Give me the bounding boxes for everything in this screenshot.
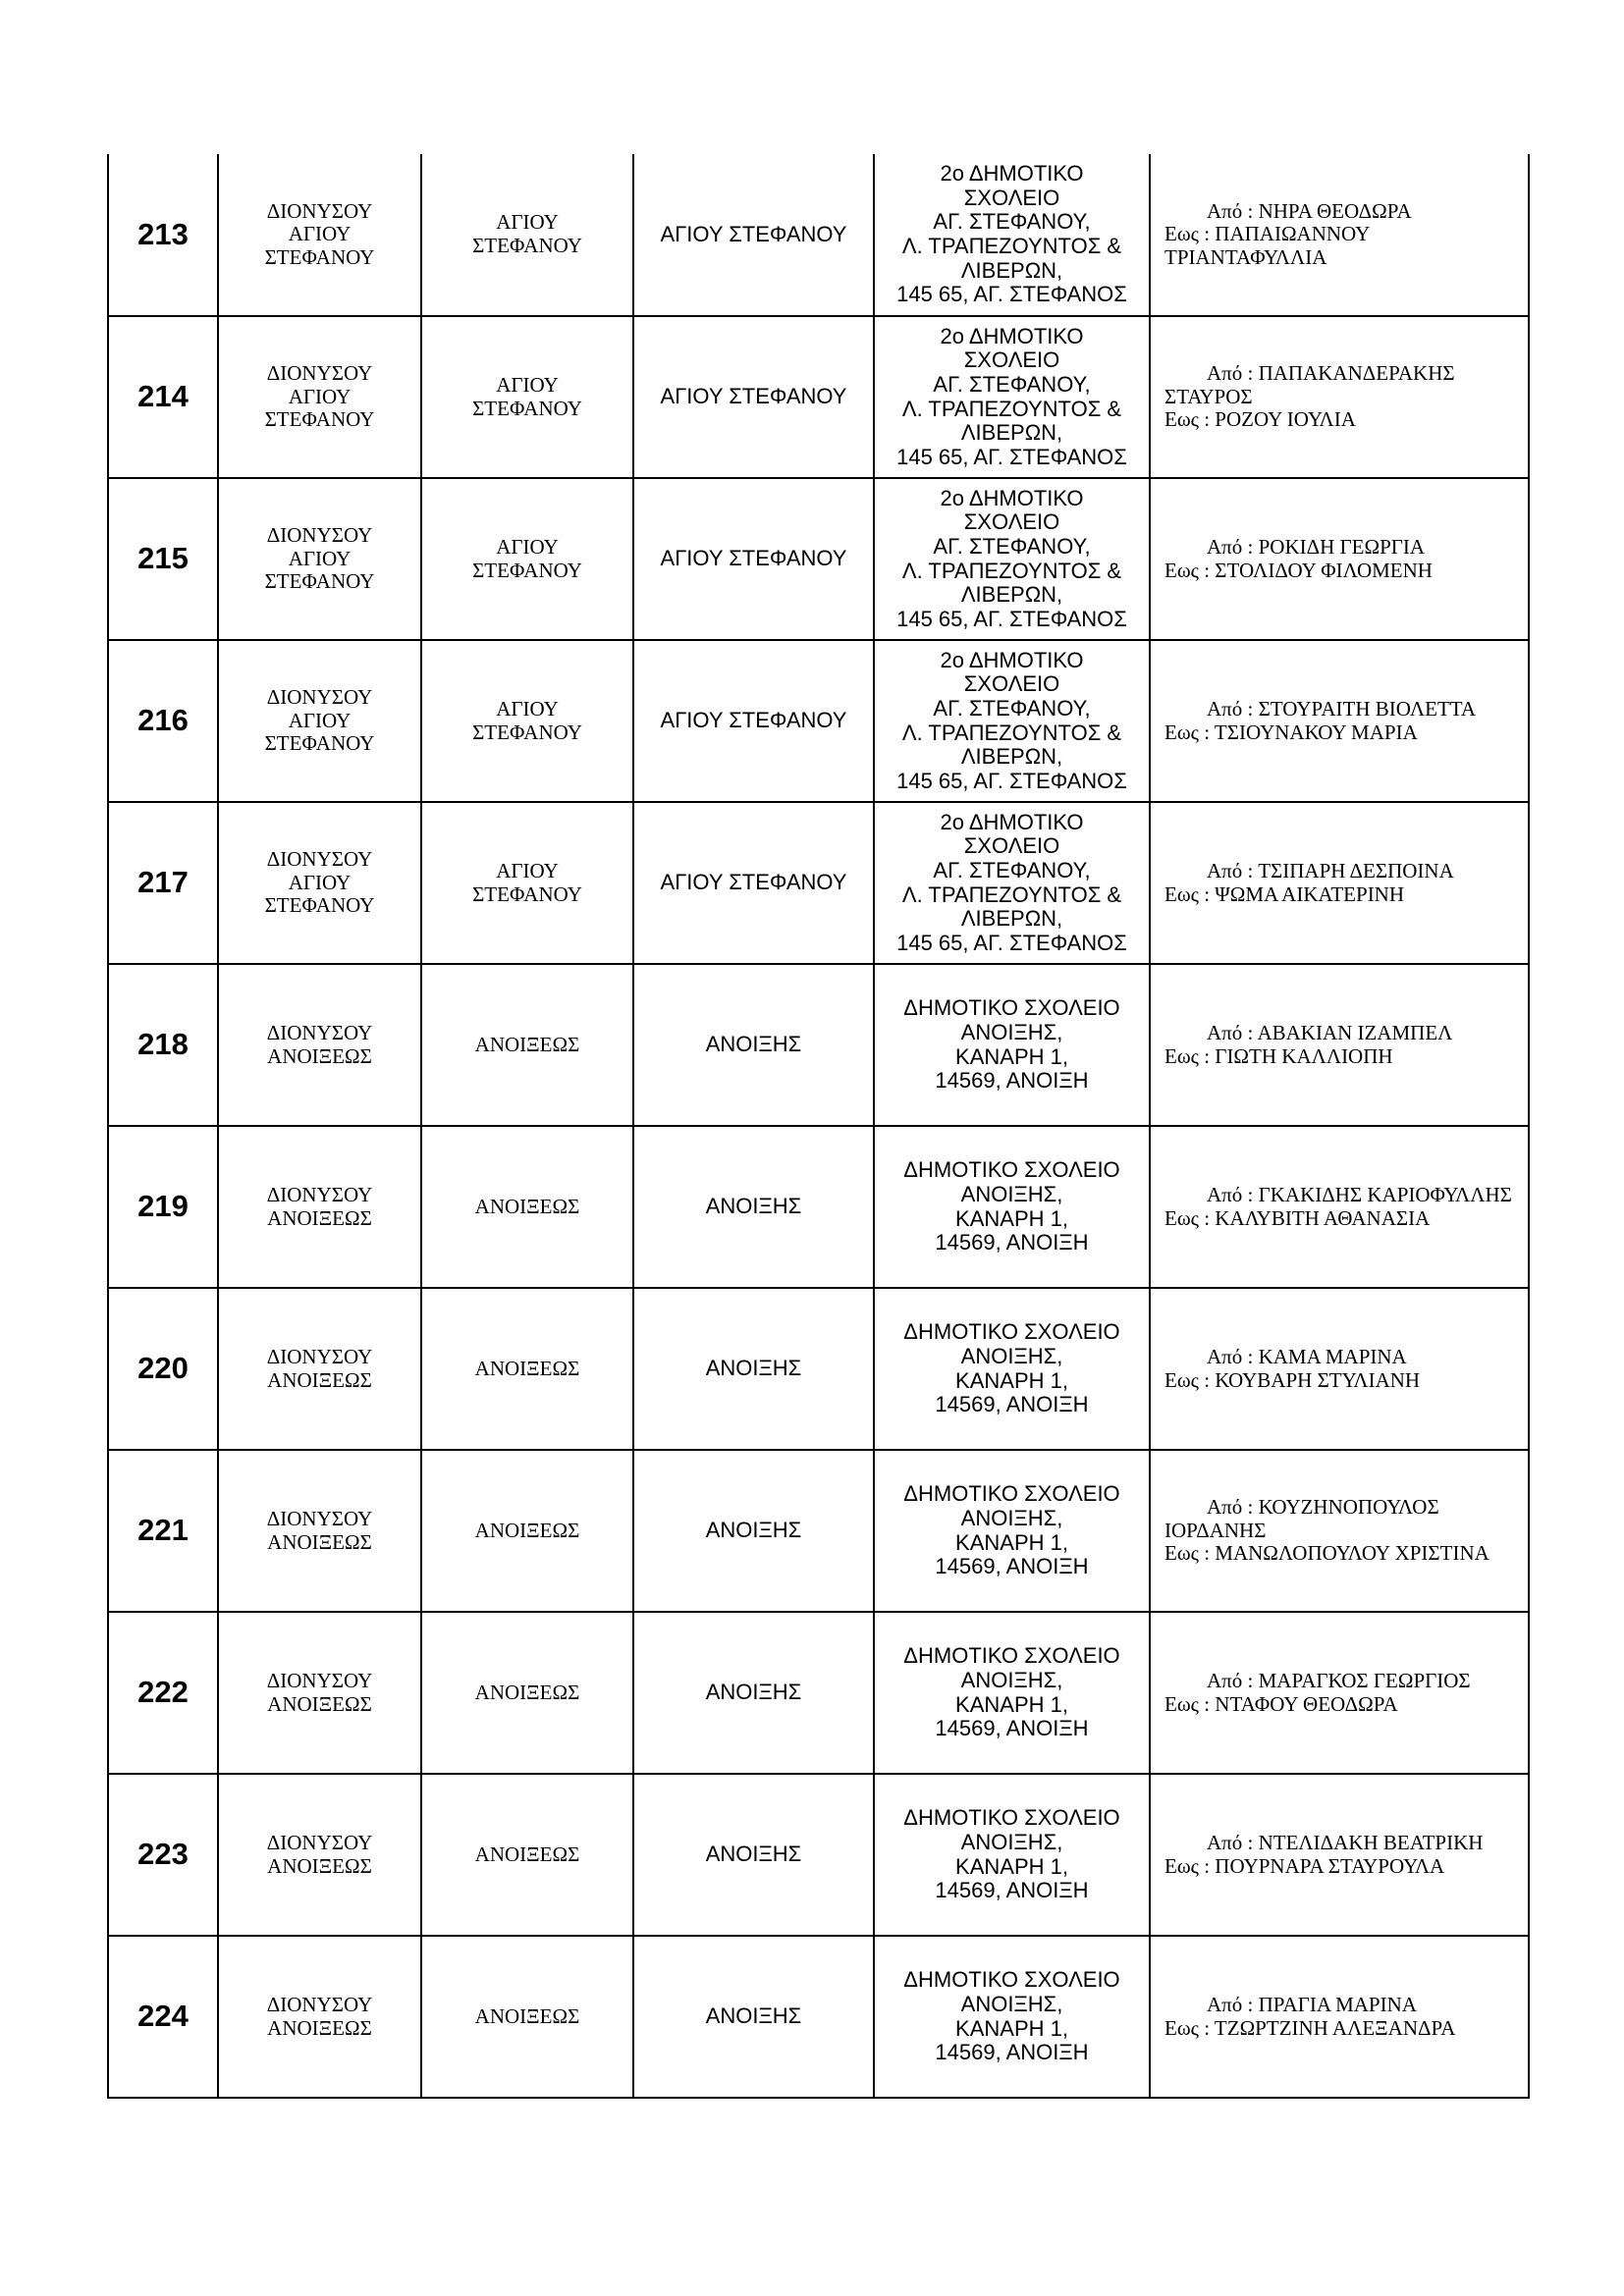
cell-line: ΑΝΟΙΞΕΩΣ — [267, 1529, 372, 1554]
table-row — [108, 1450, 1529, 1612]
cell-line: ΑΝΟΙΞΕΩΣ — [474, 2003, 580, 2028]
district-cell — [421, 1126, 633, 1288]
cell-line: ΚΑΝΑΡΗ 1, — [955, 2015, 1068, 2041]
cell-line: 145 65, ΑΓ. ΣΤΕΦΑΝΟΣ — [896, 930, 1127, 955]
range-to: Εως : ΠΟΥΡΝΑΡΑ ΣΤΑΥΡΟΥΛΑ — [1164, 1853, 1445, 1878]
cell-line: 14569, ΑΝΟΙΞΗ — [935, 1230, 1089, 1255]
cell-line: ΣΤΕΦΑΝΟΥ — [472, 881, 582, 906]
cell-line: ΑΓΙΟΥ — [496, 210, 559, 235]
cell-line: 145 65, ΑΓ. ΣΤΕΦΑΝΟΣ — [896, 282, 1127, 307]
range-from: Από : ΓΚΑΚΙΔΗΣ ΚΑΡΙΟΦΥΛΛΗΣ — [1207, 1182, 1512, 1206]
table-row — [108, 1774, 1529, 1936]
municipality-cell — [218, 1936, 421, 2098]
area-cell: ΑΓΙΟΥ ΣΤΕΦΑΝΟΥ — [633, 316, 874, 478]
station-number: 214 — [108, 316, 218, 478]
cell-line: ΚΑΝΑΡΗ 1, — [955, 1367, 1068, 1393]
cell-line: Λ. ΤΡΑΠΕΖΟΥΝΤΟΣ & — [901, 881, 1122, 907]
school-address-cell — [874, 1288, 1150, 1450]
cell-line: ΣΤΕΦΑΝΟΥ — [472, 558, 582, 582]
range-from: Από : ΝΤΕΛΙΔΑΚΗ ΒΕΑΤΡΙΚΗ — [1207, 1830, 1484, 1854]
school-address-cell — [874, 964, 1150, 1126]
district-cell — [421, 1288, 633, 1450]
district-cell — [421, 316, 633, 478]
surname-range-cell — [1150, 1126, 1529, 1288]
cell-line: ΔΙΟΝΥΣΟΥ — [266, 1182, 373, 1206]
station-number: 224 — [108, 1936, 218, 2098]
station-number: 217 — [108, 802, 218, 964]
cell-line: ΔΙΟΝΥΣΟΥ — [266, 1506, 373, 1530]
cell-line: ΑΓ. ΣΤΕΦΑΝΟΥ, — [933, 209, 1091, 235]
range-to: Εως : ΚΑΛΥΒΙΤΗ ΑΘΑΝΑΣΙΑ — [1164, 1205, 1431, 1230]
station-number: 213 — [108, 154, 218, 316]
surname-range-cell — [1150, 640, 1529, 802]
cell-line: Λ. ΤΡΑΠΕΖΟΥΝΤΟΣ & — [901, 558, 1122, 583]
surname-range-cell — [1150, 1936, 1529, 2098]
range-from: Από : ΠΡΑΓΙΑ ΜΑΡΙΝΑ — [1207, 1992, 1417, 2016]
cell-line: ΑΝΟΙΞΗΣ, — [960, 1019, 1063, 1044]
cell-line: ΑΝΟΙΞΕΩΣ — [267, 1367, 372, 1392]
surname-range-cell — [1150, 964, 1529, 1126]
municipality-cell — [218, 1774, 421, 1936]
cell-line: ΣΧΟΛΕΙΟ — [963, 347, 1060, 373]
range-to: Εως : ΝΤΑΦΟΥ ΘΕΟΔΩΡΑ — [1164, 1691, 1398, 1716]
table-row — [108, 316, 1529, 478]
municipality-cell — [218, 316, 421, 478]
range-from: Από : ΡΟΚΙΔΗ ΓΕΩΡΓΙΑ — [1207, 534, 1426, 559]
cell-line: ΑΝΟΙΞΗΣ, — [960, 1505, 1063, 1530]
station-number: 218 — [108, 964, 218, 1126]
range-to: Εως : ΤΣΙΟΥΝΑΚΟΥ ΜΑΡΙΑ — [1164, 720, 1418, 744]
cell-line: ΑΝΟΙΞΕΩΣ — [474, 1356, 580, 1380]
cell-line: ΚΑΝΑΡΗ 1, — [955, 1529, 1068, 1555]
cell-line: ΑΓΙΟΥ — [288, 384, 352, 408]
district-cell — [421, 478, 633, 640]
cell-line: 145 65, ΑΓ. ΣΤΕΦΑΝΟΣ — [896, 444, 1127, 469]
cell-line: ΑΓ. ΣΤΕΦΑΝΟΥ, — [933, 371, 1091, 397]
cell-line: ΑΝΟΙΞΕΩΣ — [474, 1518, 580, 1542]
range-from: Από : ΚΑΜΑ ΜΑΡΙΝΑ — [1207, 1344, 1407, 1368]
municipality-cell — [218, 154, 421, 316]
cell-line: ΣΤΕΦΑΝΟΥ — [264, 407, 375, 432]
cell-line: 14569, ΑΝΟΙΞΗ — [935, 1878, 1089, 1903]
range-from: Από : ΠΑΠΑΚΑΝΔΕΡΑΚΗΣ ΣΤΑΥΡΟΣ — [1164, 361, 1455, 408]
station-number: 219 — [108, 1126, 218, 1288]
table-row — [108, 1936, 1529, 2098]
surname-range-cell — [1150, 316, 1529, 478]
municipality-cell — [218, 802, 421, 964]
surname-range-cell — [1150, 154, 1529, 316]
cell-line: ΑΝΟΙΞΕΩΣ — [474, 1194, 580, 1218]
cell-line: ΑΝΟΙΞΕΩΣ — [267, 1043, 372, 1068]
district-cell — [421, 964, 633, 1126]
range-to: Εως : ΠΑΠΑΙΩΑΝΝΟΥ ΤΡΙΑΝΤΑΦΥΛΛΙΑ — [1164, 222, 1370, 269]
cell-line: ΛΙΒΕΡΩΝ, — [960, 582, 1063, 608]
cell-line: 2ο ΔΗΜΟΤΙΚΟ — [940, 809, 1084, 834]
surname-range-cell — [1150, 478, 1529, 640]
surname-range-cell — [1150, 1612, 1529, 1774]
cell-line: ΣΤΕΦΑΝΟΥ — [264, 731, 375, 756]
cell-line: Λ. ΤΡΑΠΕΖΟΥΝΤΟΣ & — [901, 720, 1122, 745]
cell-line: ΑΓΙΟΥ — [496, 858, 559, 882]
cell-line: ΔΗΜΟΤΙΚΟ ΣΧΟΛΕΙΟ — [903, 1967, 1120, 1993]
cell-line: ΣΧΟΛΕΙΟ — [963, 671, 1060, 697]
cell-line: ΑΓΙΟΥ — [288, 708, 352, 732]
station-number: 223 — [108, 1774, 218, 1936]
polling-stations-table — [107, 154, 1530, 2099]
area-cell: ΑΝΟΙΞΗΣ — [633, 964, 874, 1126]
district-cell — [421, 1612, 633, 1774]
cell-line: ΣΤΕΦΑΝΟΥ — [472, 396, 582, 420]
area-cell: ΑΝΟΙΞΗΣ — [633, 1288, 874, 1450]
cell-line: ΛΙΒΕΡΩΝ, — [960, 744, 1063, 770]
cell-line: ΔΙΟΝΥΣΟΥ — [266, 1992, 373, 2016]
area-cell: ΑΝΟΙΞΗΣ — [633, 1774, 874, 1936]
cell-line: ΑΝΟΙΞΕΩΣ — [474, 1842, 580, 1866]
cell-line: Λ. ΤΡΑΠΕΖΟΥΝΤΟΣ & — [901, 234, 1122, 258]
range-from: Από : ΑΒΑΚΙΑΝ ΙΖΑΜΠΕΛ — [1207, 1020, 1453, 1044]
cell-line: ΔΗΜΟΤΙΚΟ ΣΧΟΛΕΙΟ — [903, 995, 1120, 1021]
table-row — [108, 478, 1529, 640]
municipality-cell — [218, 1450, 421, 1612]
district-cell — [421, 640, 633, 802]
cell-line: ΑΝΟΙΞΗΣ, — [960, 1181, 1063, 1206]
cell-line: 2ο ΔΗΜΟΤΙΚΟ — [940, 647, 1084, 672]
cell-line: Λ. ΤΡΑΠΕΖΟΥΝΤΟΣ & — [901, 396, 1122, 421]
cell-line: 14569, ΑΝΟΙΞΗ — [935, 1068, 1089, 1094]
table-row — [108, 802, 1529, 964]
cell-line: ΑΓΙΟΥ — [288, 546, 352, 570]
cell-line: ΔΗΜΟΤΙΚΟ ΣΧΟΛΕΙΟ — [903, 1805, 1120, 1831]
cell-line: ΚΑΝΑΡΗ 1, — [955, 1205, 1068, 1231]
municipality-cell — [218, 1612, 421, 1774]
cell-line: ΑΝΟΙΞΗΣ, — [960, 1667, 1063, 1692]
school-address-cell — [874, 316, 1150, 478]
school-address-cell — [874, 1450, 1150, 1612]
cell-line: ΣΤΕΦΑΝΟΥ — [472, 720, 582, 744]
table-row — [108, 640, 1529, 802]
municipality-cell — [218, 640, 421, 802]
cell-line: ΚΑΝΑΡΗ 1, — [955, 1853, 1068, 1879]
range-to: Εως : ΤΖΩΡΤΖΙΝΗ ΑΛΕΞΑΝΔΡΑ — [1164, 2015, 1456, 2040]
cell-line: ΑΝΟΙΞΗΣ, — [960, 1343, 1063, 1368]
surname-range-cell — [1150, 802, 1529, 964]
cell-line: ΑΝΟΙΞΕΩΣ — [474, 1032, 580, 1056]
table-row — [108, 964, 1529, 1126]
station-number: 221 — [108, 1450, 218, 1612]
cell-line: ΔΙΟΝΥΣΟΥ — [266, 685, 373, 710]
cell-line: ΑΓ. ΣΤΕΦΑΝΟΥ, — [933, 533, 1091, 559]
station-number: 215 — [108, 478, 218, 640]
cell-line: 14569, ΑΝΟΙΞΗ — [935, 1716, 1089, 1741]
cell-line: ΛΙΒΕΡΩΝ, — [960, 420, 1063, 446]
station-number: 222 — [108, 1612, 218, 1774]
area-cell: ΑΓΙΟΥ ΣΤΕΦΑΝΟΥ — [633, 478, 874, 640]
surname-range-cell — [1150, 1450, 1529, 1612]
cell-line: ΛΙΒΕΡΩΝ, — [960, 906, 1063, 932]
cell-line: 2ο ΔΗΜΟΤΙΚΟ — [940, 485, 1084, 510]
school-address-cell — [874, 1612, 1150, 1774]
cell-line: ΑΓΙΟΥ — [288, 222, 352, 246]
area-cell: ΑΝΟΙΞΗΣ — [633, 1612, 874, 1774]
school-address-cell — [874, 154, 1150, 316]
cell-line: ΔΗΜΟΤΙΚΟ ΣΧΟΛΕΙΟ — [903, 1319, 1120, 1345]
area-cell: ΑΓΙΟΥ ΣΤΕΦΑΝΟΥ — [633, 640, 874, 802]
cell-line: ΔΗΜΟΤΙΚΟ ΣΧΟΛΕΙΟ — [903, 1643, 1120, 1669]
cell-line: ΑΓΙΟΥ — [288, 870, 352, 894]
cell-line: ΑΓΙΟΥ — [496, 696, 559, 721]
table-body — [108, 154, 1529, 2098]
cell-line: ΣΧΟΛΕΙΟ — [963, 185, 1060, 210]
cell-line: ΛΙΒΕΡΩΝ, — [960, 257, 1063, 283]
area-cell: ΑΓΙΟΥ ΣΤΕΦΑΝΟΥ — [633, 802, 874, 964]
school-address-cell — [874, 1774, 1150, 1936]
cell-line: ΔΙΟΝΥΣΟΥ — [266, 847, 373, 872]
cell-line: 2ο ΔΗΜΟΤΙΚΟ — [940, 323, 1084, 348]
cell-line: ΑΝΟΙΞΕΩΣ — [267, 1691, 372, 1716]
school-address-cell — [874, 802, 1150, 964]
cell-line: ΔΙΟΝΥΣΟΥ — [266, 198, 373, 223]
cell-line: ΣΤΕΦΑΝΟΥ — [264, 893, 375, 918]
school-address-cell — [874, 478, 1150, 640]
range-to: Εως : ΨΩΜΑ ΑΙΚΑΤΕΡΙΝΗ — [1164, 881, 1405, 906]
municipality-cell — [218, 964, 421, 1126]
cell-line: ΑΓ. ΣΤΕΦΑΝΟΥ, — [933, 857, 1091, 882]
district-cell — [421, 802, 633, 964]
cell-line: ΔΙΟΝΥΣΟΥ — [266, 1830, 373, 1854]
cell-line: ΑΝΟΙΞΕΩΣ — [267, 1205, 372, 1230]
table-row — [108, 154, 1529, 316]
district-cell — [421, 1450, 633, 1612]
range-to: Εως : ΓΙΩΤΗ ΚΑΛΛΙΟΠΗ — [1164, 1043, 1393, 1068]
cell-line: ΑΓΙΟΥ — [496, 534, 559, 559]
cell-line: ΔΙΟΝΥΣΟΥ — [266, 1668, 373, 1692]
cell-line: ΣΤΕΦΑΝΟΥ — [264, 569, 375, 594]
cell-line: ΔΗΜΟΤΙΚΟ ΣΧΟΛΕΙΟ — [903, 1481, 1120, 1507]
station-number: 220 — [108, 1288, 218, 1450]
cell-line: ΑΝΟΙΞΗΣ, — [960, 1829, 1063, 1854]
range-to: Εως : ΜΑΝΩΛΟΠΟΥΛΟΥ ΧΡΙΣΤΙΝΑ — [1164, 1541, 1489, 1566]
municipality-cell — [218, 478, 421, 640]
range-to: Εως : ΡΟΖΟΥ ΙΟΥΛΙΑ — [1164, 407, 1356, 432]
cell-line: ΚΑΝΑΡΗ 1, — [955, 1691, 1068, 1717]
cell-line: ΔΙΟΝΥΣΟΥ — [266, 361, 373, 386]
range-from: Από : ΣΤΟΥΡΑΙΤΗ ΒΙΟΛΕΤΤΑ — [1207, 696, 1477, 721]
cell-line: 14569, ΑΝΟΙΞΗ — [935, 1554, 1089, 1579]
cell-line: 14569, ΑΝΟΙΞΗ — [935, 1392, 1089, 1417]
cell-line: ΑΝΟΙΞΕΩΣ — [267, 1853, 372, 1878]
district-cell — [421, 1936, 633, 2098]
range-from: Από : ΜΑΡΑΓΚΟΣ ΓΕΩΡΓΙΟΣ — [1207, 1668, 1471, 1692]
station-number: 216 — [108, 640, 218, 802]
municipality-cell — [218, 1288, 421, 1450]
range-from: Από : ΤΣΙΠΑΡΗ ΔΕΣΠΟΙΝΑ — [1207, 858, 1454, 882]
school-address-cell — [874, 1126, 1150, 1288]
area-cell: ΑΝΟΙΞΗΣ — [633, 1126, 874, 1288]
cell-line: ΑΓ. ΣΤΕΦΑΝΟΥ, — [933, 695, 1091, 721]
cell-line: ΣΤΕΦΑΝΟΥ — [472, 234, 582, 257]
cell-line: ΑΝΟΙΞΗΣ, — [960, 1991, 1063, 2016]
district-cell — [421, 1774, 633, 1936]
school-address-cell — [874, 1936, 1150, 2098]
table-row — [108, 1612, 1529, 1774]
range-to: Εως : ΣΤΟΛΙΔΟΥ ΦΙΛΟΜΕΝΗ — [1164, 558, 1433, 582]
surname-range-cell — [1150, 1774, 1529, 1936]
cell-line: ΔΗΜΟΤΙΚΟ ΣΧΟΛΕΙΟ — [903, 1157, 1120, 1183]
municipality-cell — [218, 1126, 421, 1288]
table-row — [108, 1126, 1529, 1288]
cell-line: ΔΙΟΝΥΣΟΥ — [266, 1020, 373, 1044]
cell-line: ΑΓΙΟΥ — [496, 372, 559, 397]
cell-line: ΔΙΟΝΥΣΟΥ — [266, 523, 373, 548]
cell-line: ΣΧΟΛΕΙΟ — [963, 833, 1060, 859]
cell-line: 2ο ΔΗΜΟΤΙΚΟ — [940, 161, 1084, 187]
cell-line: 145 65, ΑΓ. ΣΤΕΦΑΝΟΣ — [896, 606, 1127, 631]
district-cell — [421, 154, 633, 316]
cell-line: ΚΑΝΑΡΗ 1, — [955, 1043, 1068, 1069]
cell-line: ΑΝΟΙΞΕΩΣ — [474, 1680, 580, 1704]
cell-line: ΑΝΟΙΞΕΩΣ — [267, 2015, 372, 2040]
surname-range-cell — [1150, 1288, 1529, 1450]
cell-line: ΔΙΟΝΥΣΟΥ — [266, 1344, 373, 1368]
cell-line: ΣΧΟΛΕΙΟ — [963, 509, 1060, 535]
range-to: Εως : ΚΟΥΒΑΡΗ ΣΤΥΛΙΑΝΗ — [1164, 1367, 1421, 1392]
range-from: Από : ΚΟΥΖΗΝΟΠΟΥΛΟΣ ΙΟΡΔΑΝΗΣ — [1164, 1495, 1439, 1542]
area-cell: ΑΓΙΟΥ ΣΤΕΦΑΝΟΥ — [633, 154, 874, 316]
table-row — [108, 1288, 1529, 1450]
range-from: Από : ΝΗΡΑ ΘΕΟΔΩΡΑ — [1207, 198, 1412, 223]
area-cell: ΑΝΟΙΞΗΣ — [633, 1936, 874, 2098]
school-address-cell — [874, 640, 1150, 802]
cell-line: ΣΤΕΦΑΝΟΥ — [264, 244, 375, 269]
cell-line: 145 65, ΑΓ. ΣΤΕΦΑΝΟΣ — [896, 768, 1127, 793]
cell-line: 14569, ΑΝΟΙΞΗ — [935, 2040, 1089, 2065]
area-cell: ΑΝΟΙΞΗΣ — [633, 1450, 874, 1612]
